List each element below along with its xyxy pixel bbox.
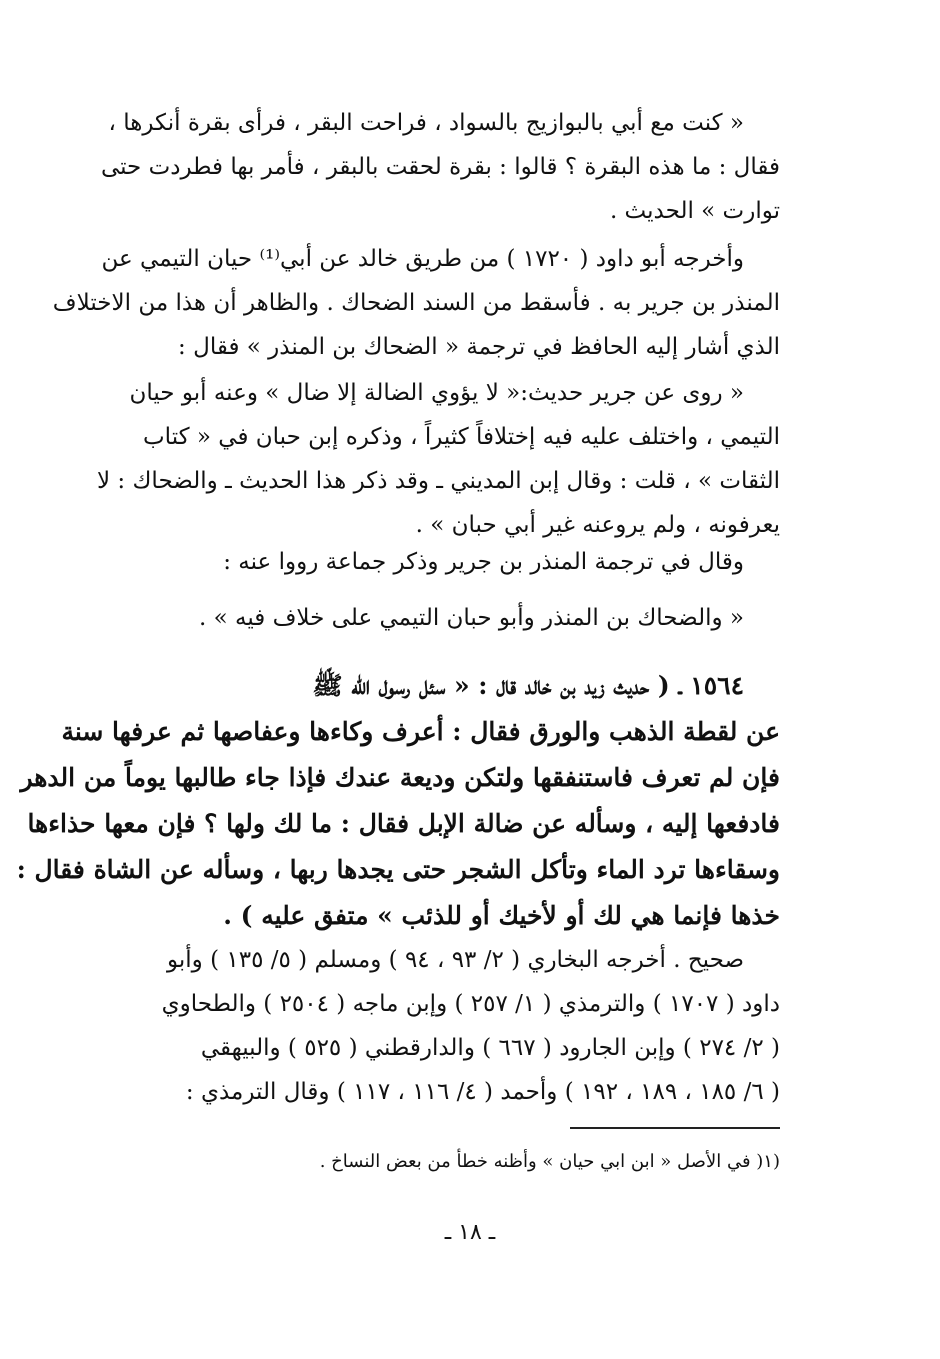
text-line: عن لقطة الذهب والورق فقال : أعرف وكاءها وعفاصها ثم عرفها سنة bbox=[61, 717, 780, 746]
page-number: ـ ١٨ ـ bbox=[444, 1220, 496, 1245]
hadith-1564-paragraph bbox=[16, 663, 780, 939]
text-line: فإن لم تعرف فاستنفقها ولتكن وديعة عندك فإذا جاء طالبها يوماً من الدهر bbox=[20, 763, 780, 792]
text-line: الثقات » ، قلت : وقال إبن المديني ـ وقد ذكر هذا الحديث ـ والضحاك : لا bbox=[96, 468, 780, 494]
text-line: « كنت مع أبي بالبوازيج بالسواد ، فراحت البقر ، فرأى بقرة أنكرها ، bbox=[108, 110, 744, 136]
text-line: وقال في ترجمة المنذر بن جرير وذكر جماعة رووا عنه : bbox=[223, 549, 744, 575]
text-line: توارت » الحديث . bbox=[609, 198, 780, 224]
footnote: (١( في الأصل « ابن ابي حيان » وأظنه خطأ من بعض النساخ . bbox=[319, 1151, 780, 1172]
text-line: « والضحاك بن المنذر وأبو حبان التيمي على خلاف فيه » . bbox=[198, 605, 744, 631]
text-line: يعرفونه ، ولم يروعنه غير أبي حبان » . bbox=[415, 512, 780, 538]
mundhir-tarjama-paragraph bbox=[108, 540, 780, 584]
text-line: ( ٦/ ١٨٥ ، ١٨٩ ، ١٩٢ ) وأحمد ( ٤/ ١١٦ ، ١١٧ ) وقال الترمذي : bbox=[185, 1079, 780, 1105]
text-line: ( ٢/ ٢٧٤ ) وإبن الجارود ( ٦٦٧ ) والدارقطني ( ٥٢٥ ) والبيهقي bbox=[200, 1035, 780, 1061]
text-line: فادفعها إليه ، وسأله عن ضالة الإبل فقال : ما لك ولها ؟ فإن معها حذاءها bbox=[27, 809, 780, 838]
text-line: الذي أشار إليه الحافظ في ترجمة « الضحاك بن المنذر » فقال : bbox=[178, 334, 780, 360]
footnote-separator bbox=[570, 1127, 780, 1129]
text-line: التيمي ، واختلف عليه فيه إختلافاً كثيراً ، وذكره إبن حبان في « كتاب bbox=[143, 424, 780, 450]
hafiz-quote-paragraph bbox=[96, 371, 780, 547]
abudawud-paragraph bbox=[52, 237, 780, 369]
dahhak-quote-paragraph bbox=[108, 596, 780, 640]
text-line: داود ( ١٧٠٧ ) والترمذي ( ١/ ٢٥٧ ) وإبن ماجه ( ٢٥٠٤ ) والطحاوي bbox=[161, 991, 780, 1017]
text-line: وسقاءها ترد الماء وتأكل الشجر حتى يجدها ربها ، وسأله عن الشاة فقال : bbox=[16, 855, 780, 884]
text-line: المنذر بن جرير به . فأسقط من السند الضحاك . والظاهر أن هذا من الاختلاف bbox=[52, 290, 780, 316]
text-line: وأخرجه أبو داود ( ١٧٢٠ ) من طريق خالد عن أبي⁽¹⁾ حيان التيمي عن bbox=[101, 246, 744, 272]
hadith-heading-line: ١٥٦٤ ـ ( حديث زيد بن خالد قال : « سئل رسول الله ﷺ bbox=[312, 671, 744, 700]
text-line: صحيح . أخرجه البخاري ( ٢/ ٩٣ ، ٩٤ ) ومسلم ( ٥/ ١٣٥ ) وأبو bbox=[167, 947, 744, 973]
text-line: « روى عن جرير حديث:« لا يؤوي الضالة إلا ضال » وعنه أبو حيان bbox=[129, 380, 744, 406]
text-line: فقال : ما هذه البقرة ؟ قالوا : بقرة لحقت بالبقر ، فأمر بها فطردت حتى bbox=[100, 154, 780, 180]
text-line: خذها فإنما هي لك أو لأخيك أو للذئب » متفق عليه ) . bbox=[223, 901, 780, 930]
takhrij-paragraph bbox=[108, 938, 780, 1114]
quote-cows-paragraph bbox=[100, 101, 780, 233]
